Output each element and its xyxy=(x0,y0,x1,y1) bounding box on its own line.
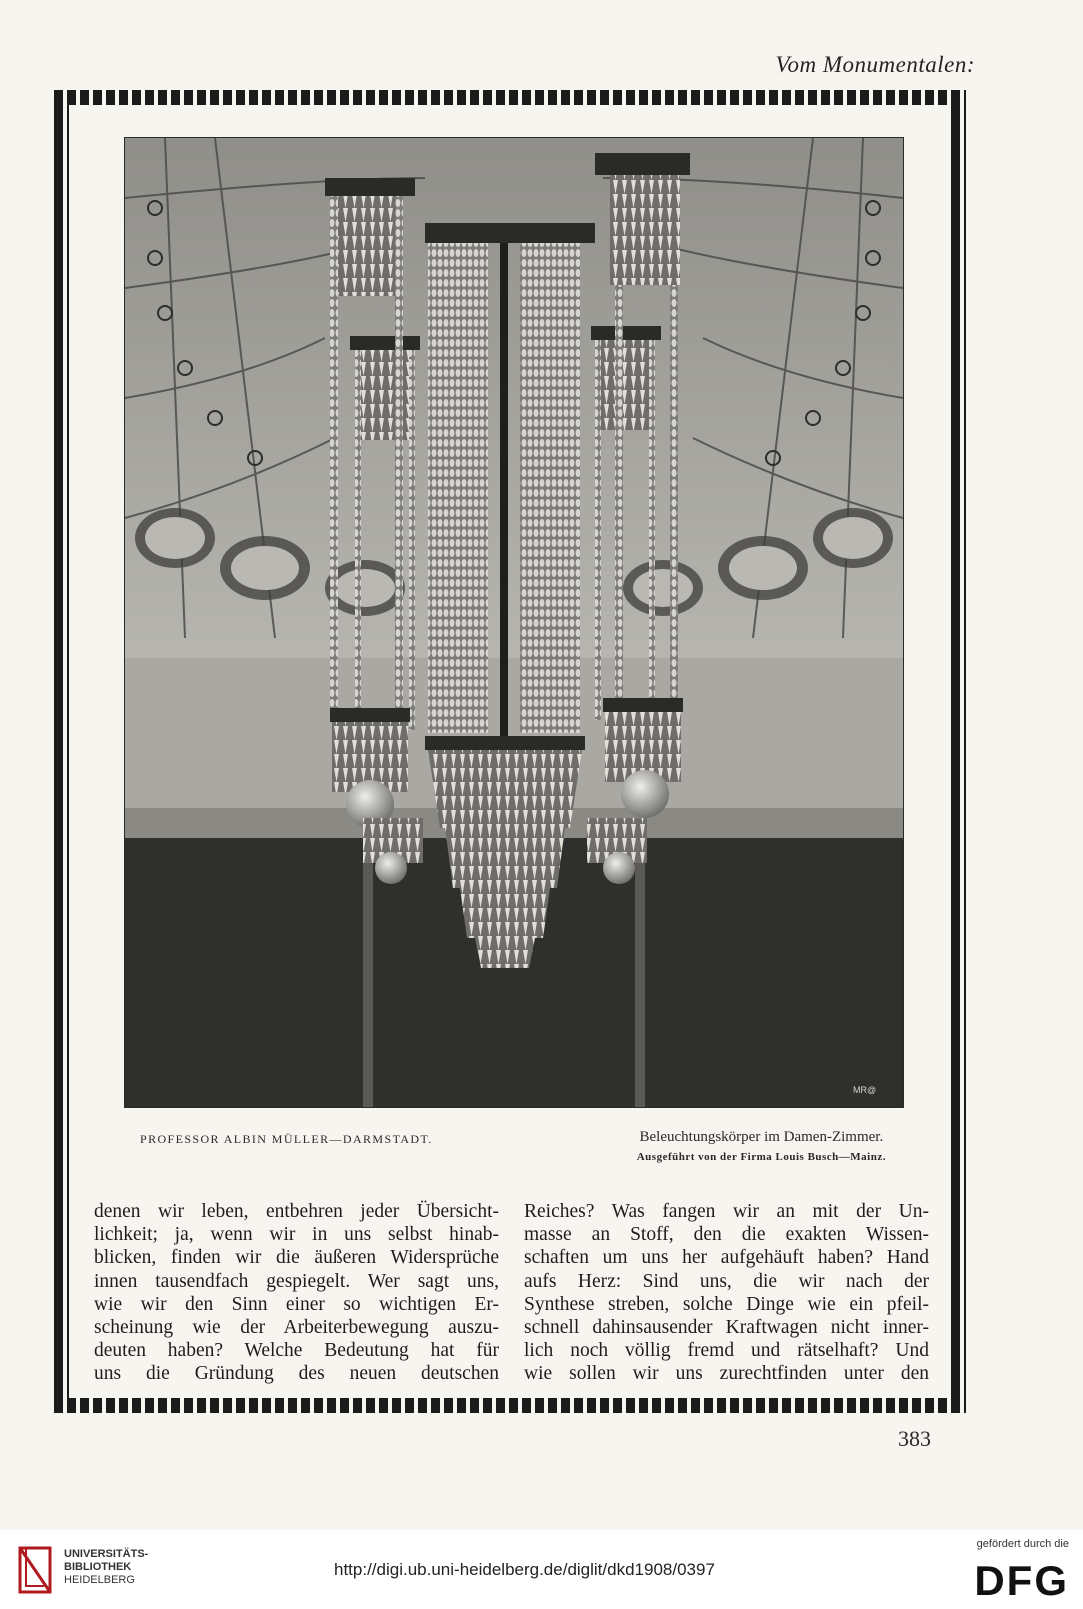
funding-label: gefördert durch die xyxy=(976,1538,1069,1550)
body-column-right xyxy=(524,1200,929,1386)
text-line: lichkeit; ja, wenn wir in uns selbst hinab- xyxy=(94,1224,499,1246)
page-number: 383 xyxy=(898,1426,931,1451)
text-line: wie sollen wir uns zurechtfinden unter den xyxy=(524,1363,929,1385)
caption-right xyxy=(637,1129,886,1163)
text-line: scheinung wie der Arbeiterbewegung auszu- xyxy=(94,1317,499,1339)
text-line: Synthese streben, solche Dinge wie ein pfeil- xyxy=(524,1293,929,1315)
text-line: innen tausendfach gespiegelt. Wer sagt uns, xyxy=(94,1270,499,1292)
caption-subtitle: Ausgeführt von der Firma Louis Busch—Mainz. xyxy=(636,1151,886,1163)
text-line: denen wir leben, entbehren jeder Übersicht- xyxy=(94,1201,499,1222)
digitization-footer xyxy=(0,1530,1083,1609)
university-library-logo xyxy=(12,1540,58,1604)
library-line: BIBLIOTHEK xyxy=(64,1561,132,1573)
text-line: schaften um uns her aufgehäuft haben? Hand xyxy=(524,1247,929,1269)
caption-title: Beleuchtungskörper im Damen-Zimmer. xyxy=(639,1129,884,1145)
permalink-url[interactable]: http://digi.ub.uni-heidelberg.de/diglit/dkd1908/0397 xyxy=(334,1560,715,1579)
text-line: blicken, finden wir die äußeren Widersprüche xyxy=(94,1247,499,1269)
chandelier-photograph xyxy=(124,137,904,1108)
text-line: schnell dahinsausender Kraftwagen nicht inner- xyxy=(524,1317,929,1339)
text-line: masse an Stoff, den die exakten Wissen- xyxy=(524,1224,929,1246)
text-line: aufs Herz: Sind uns, die wir nach der xyxy=(524,1270,929,1292)
text-line: deuten haben? Welche Bedeutung hat für xyxy=(94,1340,499,1362)
running-head: Vom Monumentalen: xyxy=(775,52,975,77)
caption-left: PROFESSOR ALBIN MÜLLER—DARMSTADT. xyxy=(140,1132,433,1146)
dfg-logo: DFG xyxy=(974,1557,1069,1604)
library-line: UNIVERSITÄTS- xyxy=(64,1548,149,1560)
body-column-left xyxy=(94,1200,499,1386)
chandelier-illustration xyxy=(125,138,903,1107)
photo-monogram: MR@ xyxy=(853,1085,877,1095)
library-name xyxy=(64,1548,148,1587)
library-line: HEIDELBERG xyxy=(64,1574,135,1586)
text-line: wie wir den Sinn einer so wichtigen Er- xyxy=(94,1293,499,1315)
text-line: Reiches? Was fangen wir an mit der Un- xyxy=(524,1201,929,1222)
text-line: lich noch völlig fremd und rätselhaft? Und xyxy=(524,1340,929,1362)
text-line: uns die Gründung des neuen deutschen xyxy=(94,1363,499,1385)
